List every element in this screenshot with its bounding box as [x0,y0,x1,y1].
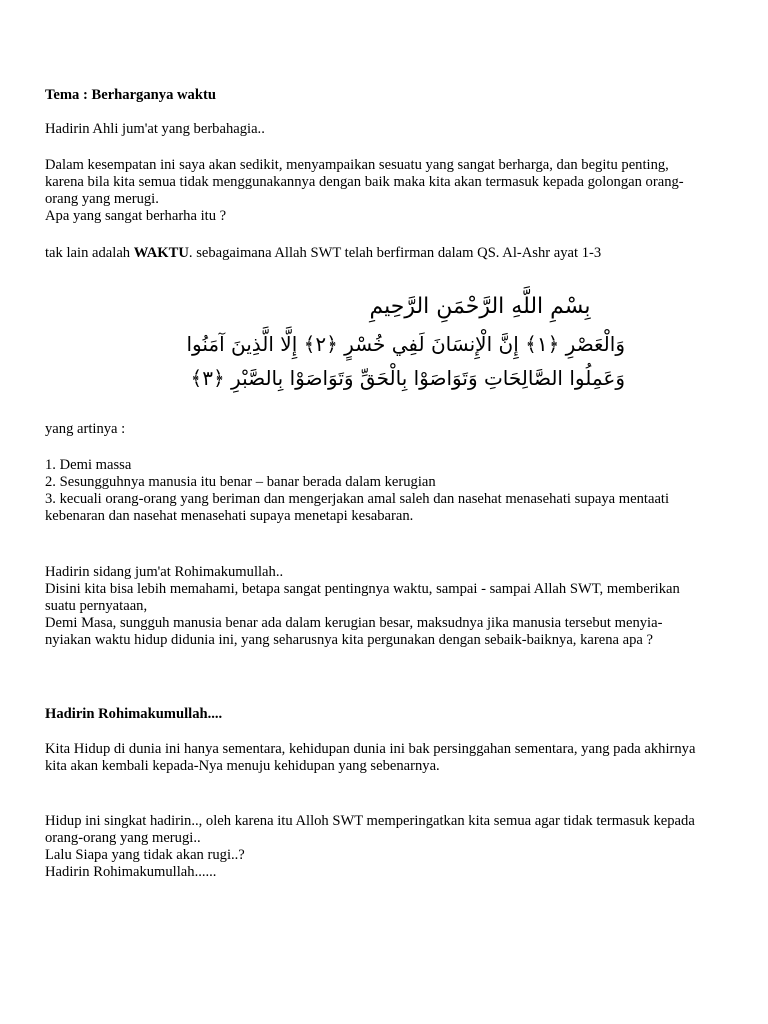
waktu-after: . sebagaimana Allah SWT telah berfirman dalam QS. Al-Ashr ayat 1-3 [188,245,602,261]
intro-paragraph [45,157,725,225]
artinya-label: yang artinya : [45,421,126,437]
verse-line-1: وَالْعَصْرِ ﴿١﴾ إِنَّ الْإِنسَانَ لَفِي خُسْرٍ ﴿٢﴾ إِلَّا الَّذِينَ آمَنُوا [186,332,625,356]
paragraph-2 [45,564,725,649]
question-line: Apa yang sangat berharha itu ? [45,208,227,224]
translation-line: kebenaran dan nasehat menasehati supaya menetapi kesabaran. [45,508,414,524]
basmala-text: بِسْمِ اللَّهِ الرَّحْمَنِ الرَّحِيمِ [369,294,591,319]
heading-2 [45,706,725,723]
heading2-text: Hadirin Rohimakumullah.... [45,706,223,722]
para4-line: Hidup ini singkat hadirin.., oleh karena itu Alloh SWT memperingatkan kita semua agar tidak termasuk kepada [45,813,695,829]
quran-verse-image [60,285,625,395]
greeting-line: Hadirin Ahli jum'at yang berbahagia.. [45,121,265,137]
translation-line: 3. kecuali orang-orang yang beriman dan mengerjakan amal saleh dan nasehat menasehati supaya mentaati [45,491,670,507]
para4-line: orang-orang yang merugi.. [45,830,201,846]
paragraph-3 [45,741,725,775]
translation-list [45,457,725,525]
para4-line: Hadirin Rohimakumullah...... [45,864,217,880]
title-text: Tema : Berharganya waktu [45,87,216,103]
para2-line: suatu pernyataan, [45,598,148,614]
para2-line: nyiakan waktu hidup didunia ini, yang seharusnya kita pergunakan dengan sebaik-baiknya, karena apa ? [45,632,654,648]
paragraph-4 [45,813,725,881]
para2-line: Disini kita bisa lebih memahami, betapa sangat pentingnya waktu, sampai - sampai Allah SWT, memberikan [45,581,680,597]
waktu-before: tak lain adalah [45,245,134,261]
page-title [45,87,725,104]
para3-line: kita akan kembali kepada-Nya menuju kehidupan yang sebenarnya. [45,758,440,774]
intro-line: karena bila kita semua tidak menggunakannya dengan baik maka kita akan termasuk kepada golongan orang- [45,174,684,190]
translation-line: 2. Sesungguhnya manusia itu benar – banar berada dalam kerugian [45,474,436,490]
translation-line: 1. Demi massa [45,457,132,473]
para3-line: Kita Hidup di dunia ini hanya sementara, kehidupan dunia ini bak persinggahan sementara, yang pada akhirnya [45,741,696,757]
waktu-bold: WAKTU [133,245,189,261]
para2-line: Hadirin sidang jum'at Rohimakumullah.. [45,564,284,580]
para2-line: Demi Masa, sungguh manusia benar ada dalam kerugian besar, maksudnya jika manusia tersebut menyia- [45,615,663,631]
intro-line: orang yang merugi. [45,191,159,207]
waktu-line [45,245,725,262]
verse-line-2: وَعَمِلُوا الصَّالِحَاتِ وَتَوَاصَوْا بِالْحَقِّ وَتَوَاصَوْا بِالصَّبْرِ ﴿٣﴾ [190,366,625,390]
para4-line: Lalu Siapa yang tidak akan rugi..? [45,847,245,863]
intro-line: Dalam kesempatan ini saya akan sedikit, menyampaikan sesuatu yang sangat berharga, dan begitu penting, [45,157,669,173]
